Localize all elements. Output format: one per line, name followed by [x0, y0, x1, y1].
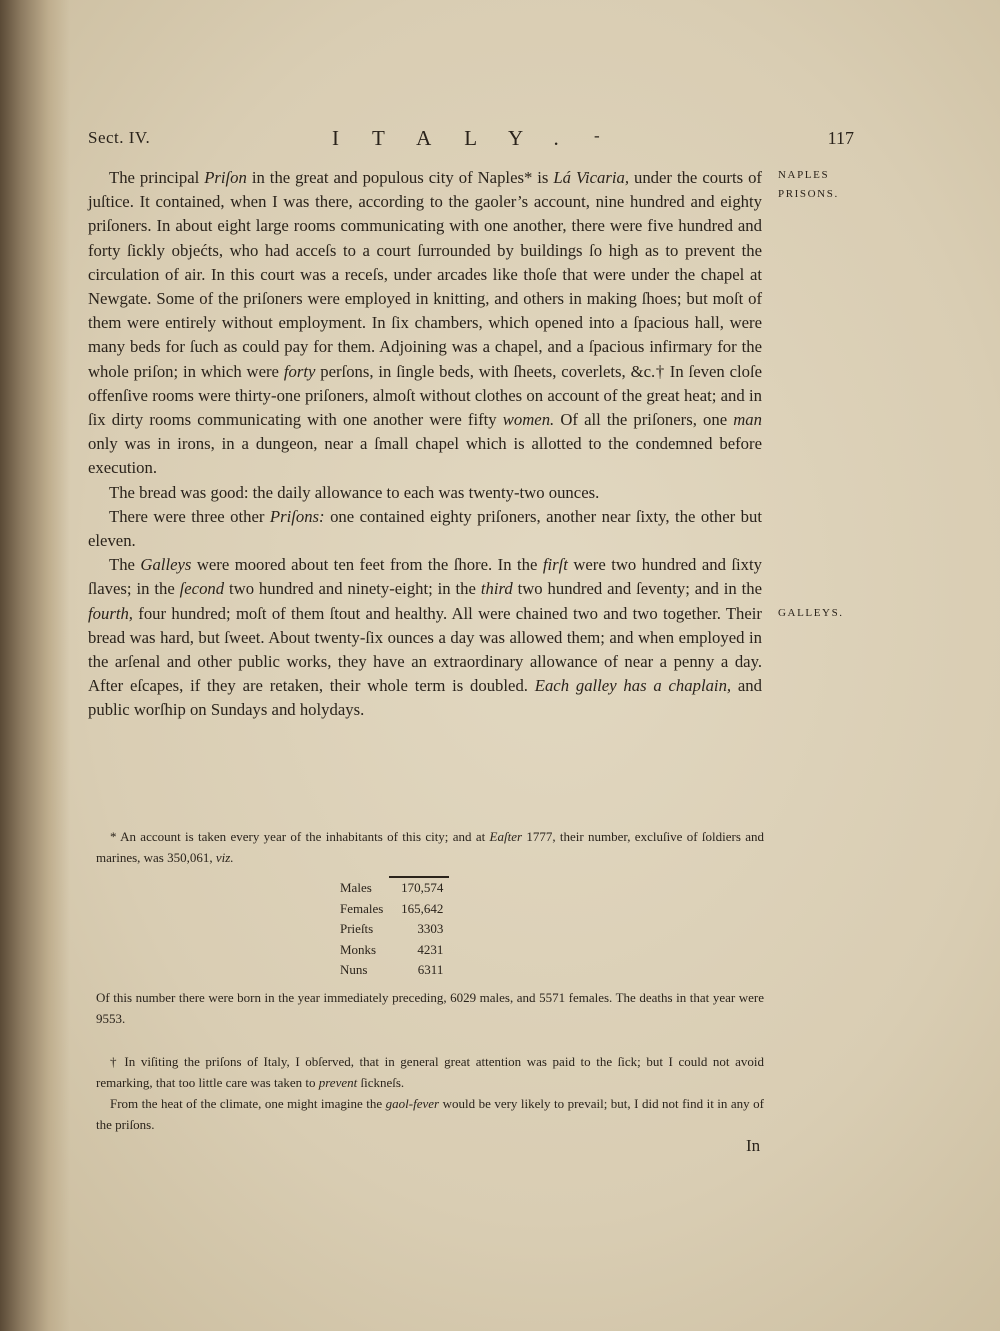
page-title: ITALY. [332, 126, 592, 150]
population-table [340, 876, 449, 981]
paragraph-principal-prison: The principal Priſon in the great and populous city of Naples* is Lá Vicaria, under the courts of juſtice. It contained, when I was there, according to the gaoler’s account, nine hundred and eighty priſoners. In about eight large rooms communicating with one another, there were five hundred and forty ſickly objećts, who had acceſs to a court ſurrounded by buildings ſo high as to prevent the circulation of air. In this court was a receſs, under arcades like thoſe that were under the chapel at Newgate. Some of the priſoners were employed in knitting, and others in making ſhoes; but moſt of them were entirely without employment. In ſix chambers, which opened into a ſpacious hall, were many beds for ſuch as could pay for them. Adjoining was a chapel, and a ſpacious infirmary for the whole priſon; in which were forty perſons, in ſingle beds, with ſheets, coverlets, &c.† In ſeven cloſe offenſive rooms were thirty-one priſoners, almoſt without clothes on account of the great heat; and in ſix dirty rooms communicating with one another were fifty women. Of all the priſoners, one man only was in irons, in a dungeon, near a ſmall chapel which is allotted to the condemned before execution. [88, 168, 762, 478]
margin-note-line: PRISONS. [778, 188, 839, 200]
catchword: In [746, 1136, 761, 1155]
book-spine-shadow [0, 0, 70, 1331]
table-row: Males 170,574 [340, 877, 449, 899]
footnote-sick-care: † In viſiting the priſons of Italy, I obſerved, that in general great attention was paid to the ſick; but I could not avoid remarking, that too little care was taken to prevent ſickneſs. [96, 1053, 764, 1090]
section-label: Sect. IV. [88, 128, 151, 147]
footnote-births-deaths: Of this number there were born in the year immediately preceding, 6029 males, and 5571 females. The deaths in that year were 9553. [96, 989, 764, 1026]
table-row: Females 165,642 [340, 900, 444, 916]
paragraph-bread: The bread was good: the daily allowance to each was twenty-two ounces. [109, 482, 600, 502]
margin-note-naples-prisons [778, 166, 839, 204]
paragraph-galleys: The Galleys were moored about ten feet from the ſhore. In the firſt were two hundred and ſixty ſlaves; in the ſecond two hundred and ninety-eight; in the third two hundred and ſeventy; and in the fourth, four hundred; moſt of them ſtout and healthy. All were chained two and two together. Their bread was hard, but ſweet. About twenty-ſix ounces a day was allowed them; and when employed in the arſenal and other public works, they have an extraordinary allowance of near a penny a day. After eſcapes, if they are retaken, their whole term is doubled. Each galley has a chaplain, and public worſhip on Sundays and holydays. [88, 555, 762, 720]
margin-note-line: NAPLES [778, 169, 830, 181]
footnote-gaol-fever: From the heat of the climate, one might imagine the gaol-fever would be very likely to prevail; but, I did not find it in any of the priſons. [96, 1095, 764, 1132]
main-text [88, 166, 762, 723]
footnote-population: * An account is taken every year of the inhabitants of this city; and at Eaſter 1777, their number, excluſive of ſoldiers and marines, was 350,061, viz. [96, 829, 764, 865]
paragraph-other-prisons: There were three other Priſons: one contained eighty priſoners, another near ſixty, the other but eleven. [88, 506, 762, 551]
footnotes [96, 826, 764, 1135]
header-dash: - [594, 126, 600, 145]
table-row: Monks 4231 [340, 941, 444, 957]
running-header [88, 128, 858, 152]
table-row: Nuns 6311 [340, 962, 444, 977]
table-row: Prieſts 3303 [340, 921, 444, 936]
page-number: 117 [827, 128, 854, 148]
margin-note-galleys: GALLEYS. [778, 607, 844, 619]
